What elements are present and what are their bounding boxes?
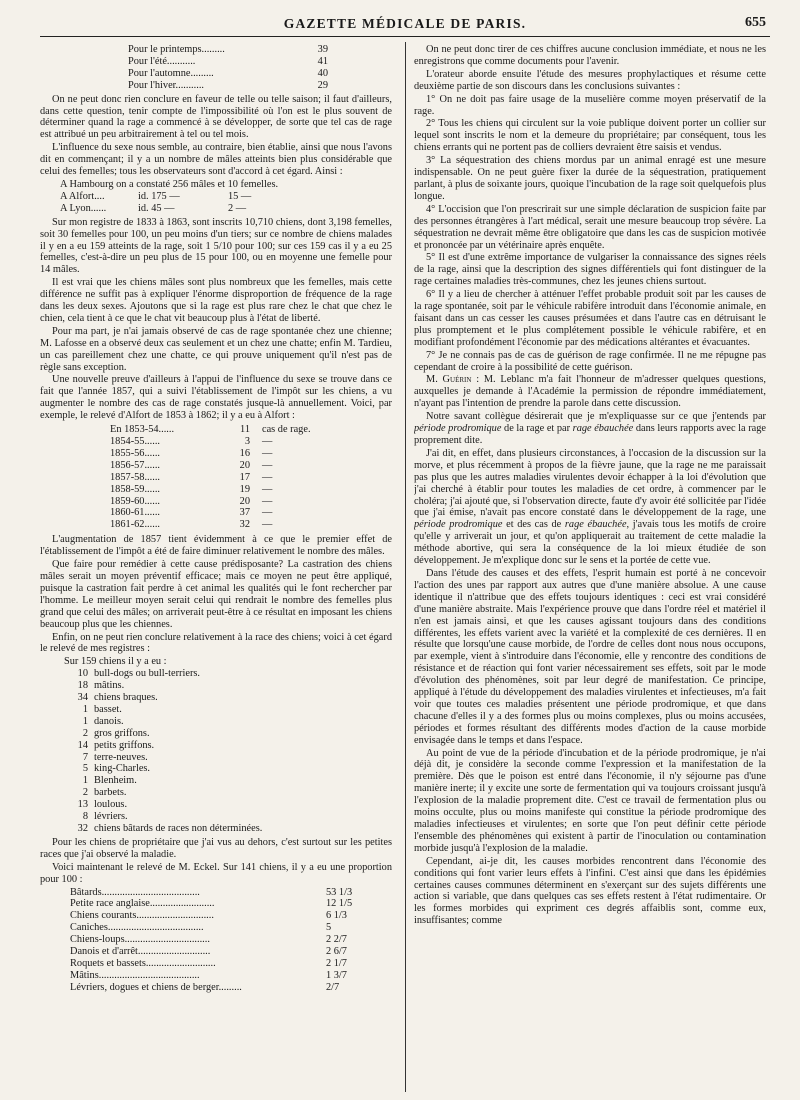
paragraph: On ne peut donc tirer de ces chiffres aucune conclusion immédiate, et nous ne les enregistrons que comme documents pour l'avenir. — [414, 44, 766, 67]
year-row: 1861-62...... 32 — — [110, 519, 273, 531]
paragraph: Au point de vue de la période d'incubation et de la période prodromique, je n'ai déjà dit, je considère la seconde comme l'expression et la manifestation de la première. Dès que le poison est entré dans l'économie, il n'y séjourne pas d'une manière inerte; il y excite une sorte de fermentation qui va toujours croissant jusqu'à l'explosion de la maladie proprement dite. C'est ce travail de fermentation plus ou moins occulte, plus ou moins manifeste qui constitue la période prodromique des maladies infectieuses et virulentes; en sorte que l'on peut définir cette période l'ensemble des phénomènes qui existent à partir de l'inoculation ou contamination morbide jusqu'à l'explosion de la maladie. — [414, 747, 766, 854]
conclusion-1: 1° On ne doit pas faire usage de la muselière comme moyen préservatif de la rage. — [414, 93, 766, 117]
year-row: 1860-61...... 37 — — [110, 507, 273, 519]
proportion-row: Caniches..................................... 5 — [70, 922, 332, 934]
season-table — [128, 44, 392, 92]
conclusion-3: 3° La séquestration des chiens mordus par un animal enragé est une mesure indispensable. On ne peut guère fixer la durée de la séquestration, pratiquement parlant, à plus de soixante jours, quoique l'incubation de la rage soit quelquefois plus longue. — [414, 155, 766, 202]
season-row: Pour l'été........... 41 — [128, 55, 328, 67]
season-row: Pour le printemps......... 39 — [128, 44, 328, 55]
paragraph: Une nouvelle preuve d'ailleurs à l'appui de l'influence du sexe se trouve dans ce fait que l'année 1857, qui a suivi l'établissement de l'impôt sur les chiens, a vu augmenter le nombre des cas de rage constatés jusque-là annuellement. Voici, par exemple, le relevé d'Alfort de 1853 à 1862; il y a eu à Alfort : — [40, 374, 392, 422]
year-row: 1855-56...... 16 — — [110, 447, 273, 459]
paragraph: Sur mon registre de 1833 à 1863, sont inscrits 10,710 chiens, dont 3,198 femelles, soit 30 femelles pour 100, un peu moins d'un tiers; sur ce nombre de chiens malades il y en a eu 159 atteints de la rage, soit 1 5/10 pour 100; sur ces 159 cas il y a eu 25 femelles, c'est-à-dire un peu plus de 15 pour 100, ou en moyenne une femelle pour 14 mâles. — [40, 216, 392, 276]
conclusion-7: 7° Je ne connais pas de cas de guérison de rage confirmée. Il ne me répugne pas cependant de croire à la possibilité de cette guérison. — [414, 349, 766, 373]
proportion-row: Danois et d'arrêt............................ 2 6/7 — [70, 946, 347, 958]
breeds-table — [74, 668, 392, 835]
sex-comparison-table — [60, 179, 392, 215]
paragraph: Cependant, ai-je dit, les causes morbides rencontrent dans l'économie des conditions qui font varier leurs effets à l'infini. C'est ainsi que dans les épidémies certaines causes communes déterminent en s'exerçant sur des sujets différents une action si variable, que dans quelques cas ses effets restent à l'état rudimentaire. Or les formes morbides qui expriment ces degrés affaiblis sont, comme eux, insuffisantes; comme — [414, 855, 766, 927]
breed-row: 1 basset. — [82, 703, 122, 715]
breeds-heading: Sur 159 chiens il y a eu : — [64, 656, 167, 668]
breed-row: 1 Blenheim. — [82, 775, 137, 787]
season-row: Pour l'hiver........... 29 — [128, 79, 328, 91]
paragraph: Enfin, on ne peut rien conclure relativement à la race des chiens; voici à cet égard le relevé de mes registres : — [40, 631, 392, 655]
paragraph: Pour les chiens de propriétaire que j'ai vus au dehors, c'est surtout sur les petites races que j'ai observé la maladie. — [40, 836, 392, 860]
breed-row: 5 king-Charles. — [82, 763, 151, 775]
breed-row: 8 lévriers. — [82, 811, 128, 823]
conclusion-6: 6° Il y a lieu de chercher à atténuer l'effet probable produit soit par les causes de la rage spontanée, soit par le véhicule rabifère introduit dans l'économie animale, en faisant dans un cas cesser les causes présumées et dans l'autre cas en détruisant le plus promptement et le plus complétement possible le véhicule rabifère, et en modifiant profondément l'économie par des médications altérantes et évacuantes. — [414, 289, 766, 348]
paragraph: Voici maintenant le relevé de M. Eckel. Sur 141 chiens, il y a eu une proportion pour 100 : — [40, 861, 392, 885]
breed-row: 34 chiens braques. — [77, 692, 158, 704]
year-row: En 1853-54...... 11 cas de rage. — [110, 424, 311, 436]
left-column — [40, 44, 392, 1094]
breed-row: 18 mâtins. — [77, 680, 125, 692]
paragraph: L'influence du sexe nous semble, au contraire, bien établie, ainsi que nous l'avons dit en commençant; il y a un nombre de mâles atteints bien plus considérable que celui des femelles; tous les observateurs sont d'accord à cet égard. Ainsi : — [40, 142, 392, 178]
conclusion-5: 5° Il est d'une extrême importance de vulgariser la connaissance des signes réels de la rage, ainsi que la description des signes différentiels qui font distinguer de la rage certaines maladies très-communes, chez les jeunes chiens surtout. — [414, 252, 766, 288]
page-header — [40, 14, 770, 37]
paragraph: Dans l'étude des causes et des effets, l'esprit humain est porté à ne concevoir l'action des unes par rapport aux autres que d'une manière absolue. A une cause identique il n'attribue que des effets toujours identiques : ceci est vrai considéré d'une manière abstraite. Mais l'expérience prouve que dans l'ordre réel et matériel il n'en est jamais ainsi, et que les causes agissant toujours dans des conditions différentes, les effets varient avec la variété et la complexité de ces dernières. Il en résulte que lorsqu'une cause morbide, de l'ordre de celles dont nous nous occupons, par exemple, vient à s'introduire dans l'économie, elle y rencontre des conditions de résistance et de réaction qui font varier nécessairement ses effets, soit par le mode d'évolution des phénomènes, soit par leur degré de manifestation. Ce principe, appliqué à l'étude du développement des maladies virulentes et infectieuses, m'a fait voir que toutes ces maladies présentent une période prodromique, et que dans chacune d'elles il y a des formes plus ou moins complexes, plus ou moins accusées, périodes et formes résultant des différents modes d'action de la cause morbide envisagée dans le temps et dans l'espace. — [414, 567, 766, 746]
paragraph: L'augmentation de 1857 tient évidemment à ce que le premier effet de l'établissement de l'impôt a été de faire diminuer relativement le nombre des mâles. — [40, 534, 392, 558]
year-row: 1856-57...... 20 — — [110, 459, 273, 471]
paragraph: On ne peut donc rien conclure en faveur de telle ou telle saison; il faut d'ailleurs, dans cette question, tenir compte de l'impossibilité où l'on est le plus souvent de déterminer quand la rage a commencé à se développer, de sorte que tel cas de rage est attribué un peu arbitrairement à tel ou tel mois. — [40, 93, 392, 141]
page-number: 655 — [745, 15, 766, 30]
year-row: 1858-59...... 19 — — [110, 483, 273, 495]
paragraph: Que faire pour remédier à cette cause prédisposante? La castration des chiens mâles serait un moyen préventif efficace; mais ce moyen ne peut être appliqué, puisque la castration fait perdre à cet animal les qualités qui le font rechercher par l'homme. Le meilleur moyen serait celui qui rendrait le nombre des femelles plus grand que celui des mâles; on arriverait peut-être à ce résultat en imposant les chiens beaucoup plus que les chiennes. — [40, 559, 392, 630]
comparison-row: A Lyon...... id. 45 — 2 — — [60, 202, 247, 214]
alfort-years-table — [110, 424, 392, 531]
year-row: 1854-55...... 3 — — [110, 436, 273, 447]
proportion-row: Lévriers, dogues et chiens de berger......... 2/7 — [70, 981, 340, 993]
column-divider — [405, 42, 406, 1092]
comparison-row: A Hambourg on a constaté 256 mâles et 10 femelles. — [60, 178, 279, 190]
proportion-row: Chiens courants.............................. 6 1/3 — [70, 910, 347, 922]
speaker-name: M. Guérin — [426, 374, 472, 386]
comparison-row: A Alfort.... id. 175 — 15 — — [60, 190, 252, 202]
paragraph: Il est vrai que les chiens mâles sont plus nombreux que les femelles, mais cette différence ne suffit pas à expliquer l'énorme disproportion de fréquence de la rage dans les deux sexes. Ajoutons que si la rage est plus rare chez le chat que chez le chien, cela tient à ce que le chat vit beaucoup plus à l'état de liberté. — [40, 277, 392, 324]
conclusion-2: 2° Tous les chiens qui circulent sur la voie publique doivent porter un collier sur lequel sont inscrits le nom et la demeure du propriétaire; par conséquent, tous les chiens errants qui ne portent pas de colliers devraient être saisis et vendus. — [414, 118, 766, 154]
paragraph: L'orateur aborde ensuite l'étude des mesures prophylactiques et résume cette deuxième partie de son discours dans les conclusions suivantes : — [414, 68, 766, 92]
breed-row: 2 barbets. — [82, 787, 127, 799]
running-title: GAZETTE MÉDICALE DE PARIS. — [283, 16, 527, 31]
breed-row: 7 terre-neuves. — [82, 751, 148, 763]
year-row: 1857-58...... 17 — — [110, 471, 273, 483]
proportions-table — [70, 887, 392, 994]
paragraph: Pour ma part, je n'ai jamais observé de cas de rage spontanée chez une chienne; M. Lafosse en a observé deux cas seulement et un chez une chatte; enfin M. Tardieu, un cas pareillement chez une chatte, ce qui prouve uniquement qu'il n'est pas de règle sans exception. — [40, 325, 392, 373]
breed-row: 13 loulous. — [77, 799, 128, 811]
season-row: Pour l'automne......... 40 — [128, 67, 328, 79]
guerin-paragraph: M. Guérin : M. Leblanc m'a fait l'honneur de m'adresser quelques questions, auxquelles je demande à l'Académie la permission de répondre immédiatement, n'ayant pas l'intention de prendre la parole dans cette discussion. — [414, 374, 766, 410]
proportion-row: Chiens-loups................................. 2 2/7 — [70, 934, 347, 946]
conclusion-4: 4° L'occision que l'on prescrirait sur une simple déclaration de suspicion faite par des personnes étrangères à l'art médical, serait une mesure beaucoup trop sévère. La séquestration ne devrait même être obligatoire que dans les cas de suspicion motivée et prononcée par un vétérinaire après enquête. — [414, 203, 766, 251]
breed-row: 14 petits griffons. — [77, 739, 155, 751]
breed-row: 32 chiens bâtards de races non déterminées. — [77, 823, 263, 834]
proportion-row: Bâtards...................................... 53 1/3 — [70, 886, 353, 898]
proportion-row: Petite race anglaise......................... 12 1/5 — [70, 898, 353, 910]
right-column — [414, 44, 766, 1094]
breed-row: 2 gros griffons. — [82, 727, 150, 739]
proportion-row: Mâtins....................................... 1 3/7 — [70, 969, 347, 981]
breed-row: 1 danois. — [82, 715, 124, 727]
breed-row: 10 bull-dogs ou bull-terriers. — [77, 668, 201, 680]
year-row: 1859-60...... 20 — — [110, 495, 273, 507]
paragraph: J'ai dit, en effet, dans plusieurs circonstances, à l'occasion de la discussion sur la morve, et plus récemment à propos de la fièvre jaune, que la rage ne me paraissait pas plus que les autres maladies virulentes devoir échapper à la loi d'évolution que j'ai cherché à établir pour toutes les maladies de cet ordre, à commencer par le choléra; j'ai ajouté que, si l'observation directe, faute d'y avoir été sollicitée par l'idée que j'ai émise, n'avait pas encore constaté dans le développement de la rage, une période prodromique et des cas de rage ébauchée, j'avais tous les motifs de croire qu'elle y arriverait un jour, et qu'on appliquerait au traitement de cette maladie la méthode abortive, qui sera la conséquence de la loi mieux étudiée de son développement. Je m'explique donc sur le sens et la portée de cette vue. — [414, 447, 766, 567]
proportion-row: Roquets et bassets........................... 2 1/7 — [70, 957, 347, 969]
paragraph: Notre savant collègue désirerait que je m'expliquasse sur ce que j'entends par période prodromique de la rage et par rage ébauchée dans leurs rapports avec la rage proprement dite. — [414, 411, 766, 446]
